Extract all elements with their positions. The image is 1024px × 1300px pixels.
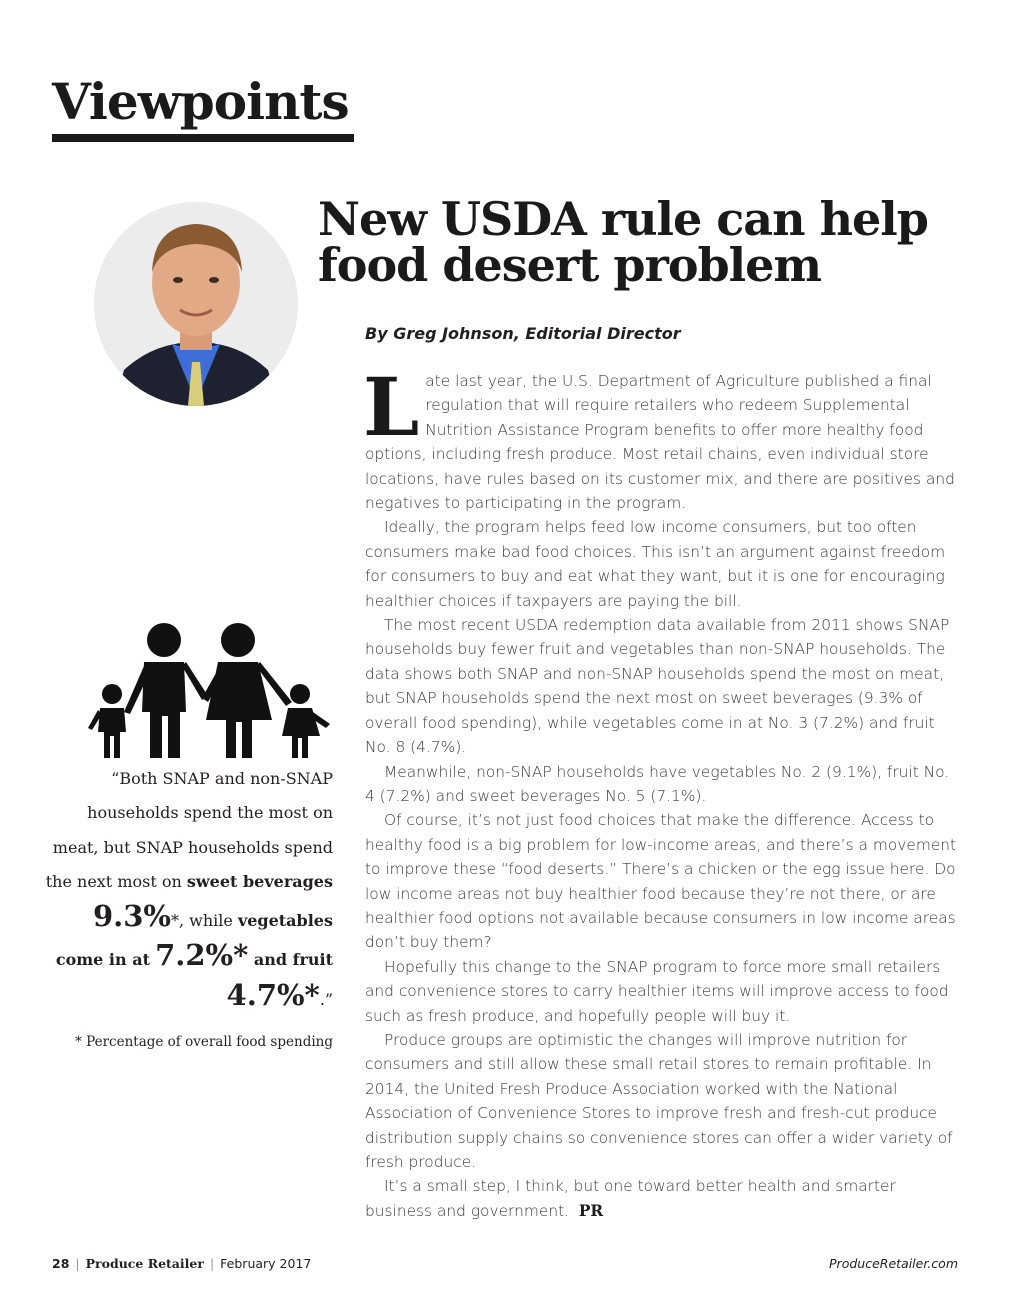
paragraph: Late last year, the U.S. Department of Agriculture published a final regulation that will require retailers who redeem Supplemental Nutrition Assistance Program benefits to offer more healthy food options, including fresh produce. Most retail chains, even individual store locations, have rules based on its customer mix, and there are positives and negatives to participating in the program. xyxy=(363,360,955,513)
signoff: PR xyxy=(578,1201,604,1220)
paragraph: Meanwhile, non-SNAP households have vegetables No. 2 (9.1%), fruit No. 4 (7.2%) and sweet beverages No. 5 (7.1%). xyxy=(365,762,950,805)
fruit-label: fruit xyxy=(292,950,333,970)
fruit-value: 4.7%* xyxy=(226,977,320,1012)
vegetables-value: 7.2%* xyxy=(155,938,249,973)
sweet-beverages-value: 9.3% xyxy=(92,899,171,934)
section-rule xyxy=(52,134,354,142)
paragraph: Ideally, the program helps feed low income consumers, but too often consumers make bad food choices. This isn’t an argument against freedom for consumers to buy and eat what they want, but it is one for encouraging healthier choices if taxpayers are paying the bill. xyxy=(365,518,946,610)
footer-info: 28 | Produce Retailer | February 2017 xyxy=(52,1256,312,1271)
article-headline: New USDA rule can help food desert problem xyxy=(318,192,928,292)
page-number: 28 xyxy=(52,1256,70,1271)
website-link[interactable]: ProduceRetailer.com xyxy=(829,1256,958,1271)
paragraph: Of course, it’s not just food choices that make the difference. Access to healthy food is a big problem for low-income areas, and there’s a movement to improve these “food deserts.” There’s a chicken or the egg issue here. Do low income areas not buy healthier food because they’re not there, or are healthier food options not available because consumers in low income areas don’t buy them? xyxy=(365,811,957,952)
byline: By Greg Johnson, Editorial Director xyxy=(365,324,681,343)
publication-name: Produce Retailer xyxy=(85,1256,204,1271)
family-silhouette-icon xyxy=(86,620,336,760)
paragraph: The most recent USDA redemption data available from 2011 shows SNAP households buy fewer fruit and vegetables than non-SNAP households. The data shows both SNAP and non-SNAP households spend the most on meat, but SNAP households spend the next most on sweet beverages (9.3% of overall food spending), while vegetables come in at No. 3 (7.2%) and fruit No. 8 (4.7%). xyxy=(365,616,950,757)
author-portrait xyxy=(94,202,298,406)
drop-cap: L xyxy=(363,360,420,454)
paragraph: Hopefully this change to the SNAP program to force more small retailers and convenience stores to carry healthier items will improve access to food such as fresh produce, and hopefully people will buy it. xyxy=(365,957,949,1025)
issue-date: February 2017 xyxy=(220,1256,312,1271)
paragraph: Produce groups are optimistic the changes will improve nutrition for consumers and still allow these small retail stores to remain profitable. In 2014, the United Fresh Produce Association worked with the National Association of Convenience Stores to improve fresh and fresh-cut produce distribution supply chains so convenience stores can offer a wider variety of fresh produce. xyxy=(365,1030,953,1171)
article-body xyxy=(363,360,959,1223)
sweet-beverages-label: sweet beverages xyxy=(186,871,333,891)
vegetables-label: vegetables come in at xyxy=(55,911,333,970)
footnote: * Percentage of overall food spending xyxy=(75,1034,333,1050)
paragraph: It’s a small step, I think, but one toward better health and smarter business and government. PR xyxy=(365,1177,896,1220)
section-title: Viewpoints xyxy=(52,72,349,131)
pull-quote: “Both SNAP and non-SNAP households spend the most on meat, but SNAP households spend the next most on sweet beverages 9.3%*, while vegetables come in at 7.2%* and fruit 4.7%*.” xyxy=(45,769,333,1012)
